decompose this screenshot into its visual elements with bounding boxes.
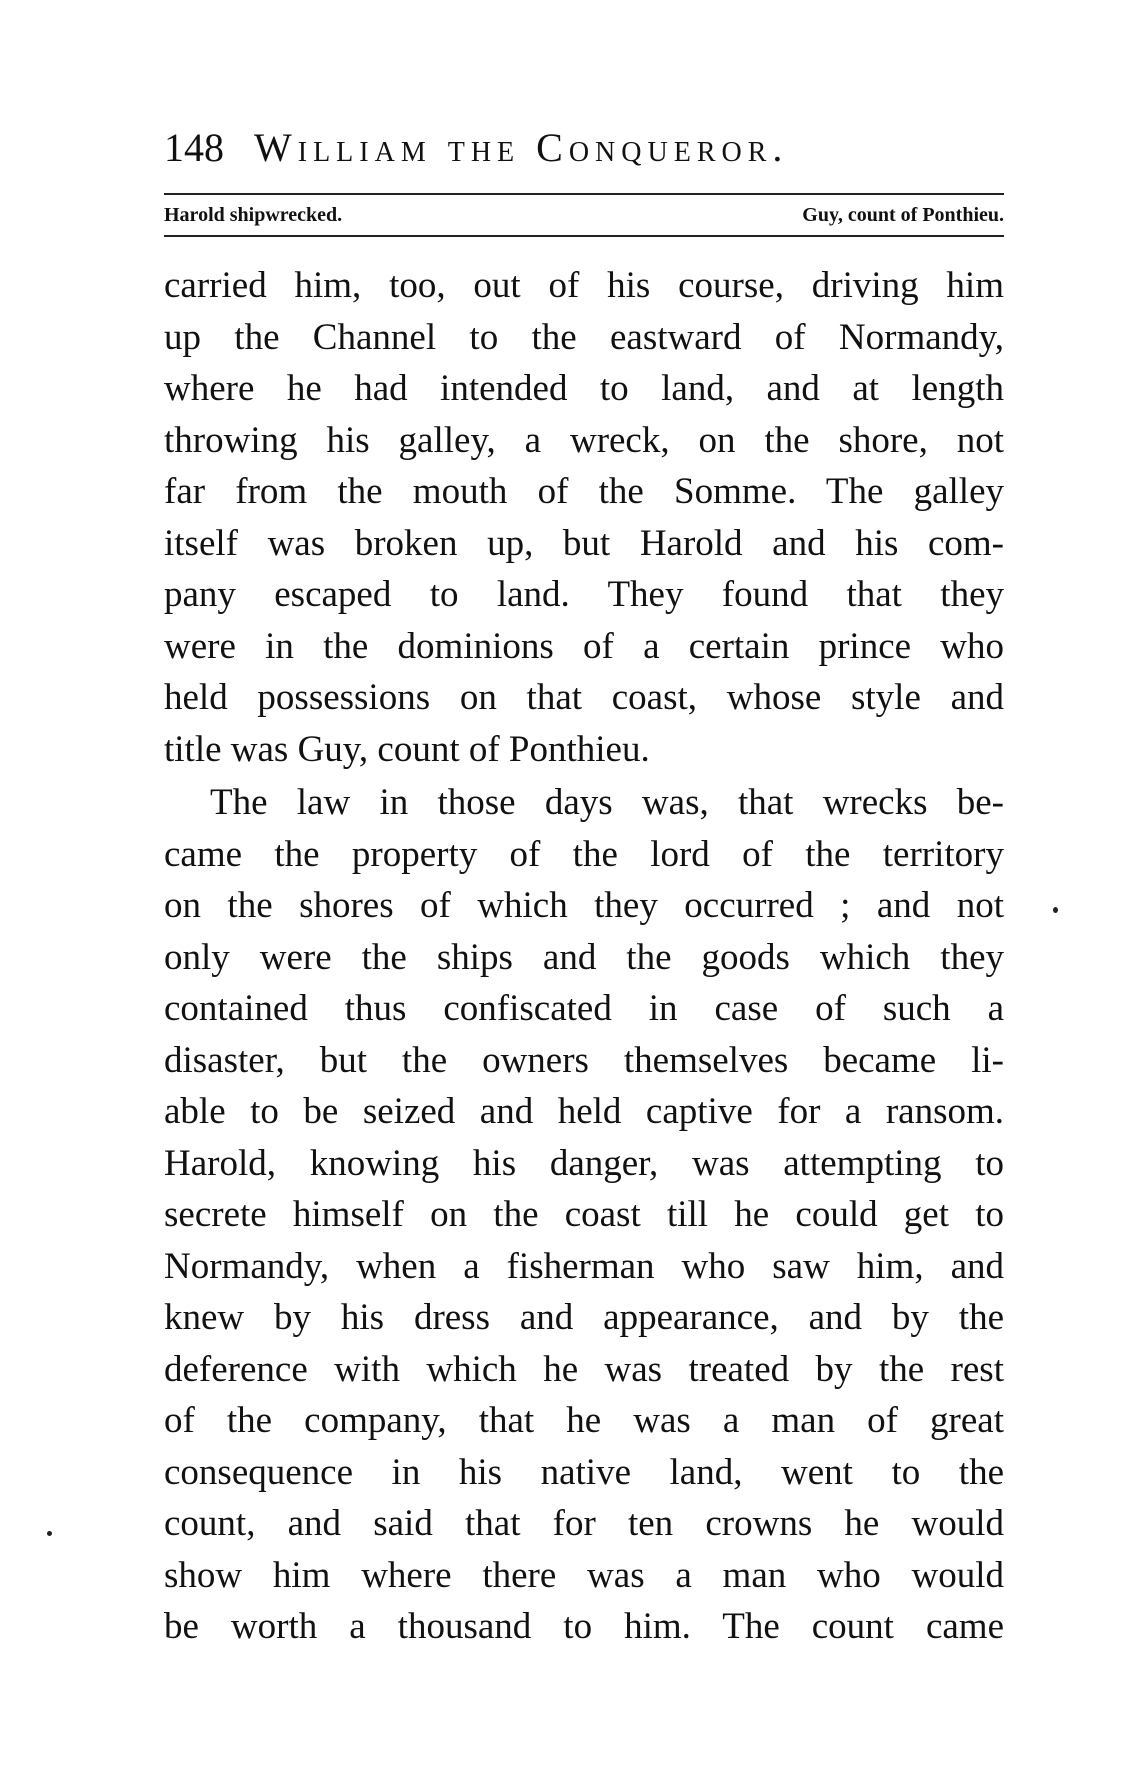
marginal-note-right: Guy, count of Ponthieu. — [802, 204, 1004, 226]
text-line: count, and said that for ten crowns he would — [164, 1503, 1004, 1544]
text-line: be worth a thousand to him. The count came — [164, 1606, 1004, 1647]
ink-speck — [47, 1531, 52, 1536]
text-line: secrete himself on the coast till he could get to — [164, 1194, 1004, 1235]
running-head — [164, 120, 1004, 176]
text-line: were in the dominions of a certain prince who — [164, 625, 1004, 667]
text-line: came the property of the lord of the territory — [164, 833, 1004, 875]
text-line: up the Channel to the eastward of Normandy, — [164, 316, 1004, 358]
ink-speck — [1053, 907, 1058, 913]
text-line: carried him, too, out of his course, driving him — [164, 265, 1004, 306]
body-text — [164, 260, 1004, 1653]
marginal-notes — [164, 200, 1004, 230]
text-line: throwing his galley, a wreck, on the shore, not — [164, 419, 1004, 461]
text-line: held possessions on that coast, whose style and — [164, 677, 1004, 718]
text-line: able to be seized and held captive for a ransom. — [164, 1091, 1004, 1132]
text-line: knew by his dress and appearance, and by the — [164, 1297, 1004, 1338]
text-line: pany escaped to land. They found that they — [164, 574, 1004, 615]
text-line: itself was broken up, but Harold and his com- — [164, 522, 1004, 564]
text-line: title was Guy, count of Ponthieu. — [164, 728, 650, 770]
text-line: Harold, knowing his danger, was attempting to — [164, 1142, 1004, 1184]
text-line: where he had intended to land, and at length — [164, 368, 1004, 409]
text-line: consequence in his native land, went to the — [164, 1451, 1004, 1493]
text-line: The law in those days was, that wrecks be- — [210, 782, 1004, 823]
text-line: Normandy, when a fisherman who saw him, and — [164, 1245, 1004, 1287]
book-title: William the Conqueror. — [254, 125, 789, 170]
text-line: far from the mouth of the Somme. The galley — [164, 471, 1004, 512]
text-line: disaster, but the owners themselves became li- — [164, 1039, 1004, 1081]
text-line: of the company, that he was a man of great — [164, 1400, 1004, 1441]
header-rule-top — [164, 193, 1004, 195]
text-line: contained thus confiscated in case of such a — [164, 988, 1004, 1029]
text-line: only were the ships and the goods which they — [164, 936, 1004, 978]
text-line: show him where there was a man who would — [164, 1554, 1004, 1596]
text-line: on the shores of which they occurred ; and not — [164, 885, 1004, 926]
text-line: deference with which he was treated by the rest — [164, 1348, 1004, 1390]
header-rule-bottom — [164, 235, 1004, 237]
page-number: 148 — [164, 125, 224, 170]
marginal-note-left: Harold shipwrecked. — [164, 204, 343, 226]
